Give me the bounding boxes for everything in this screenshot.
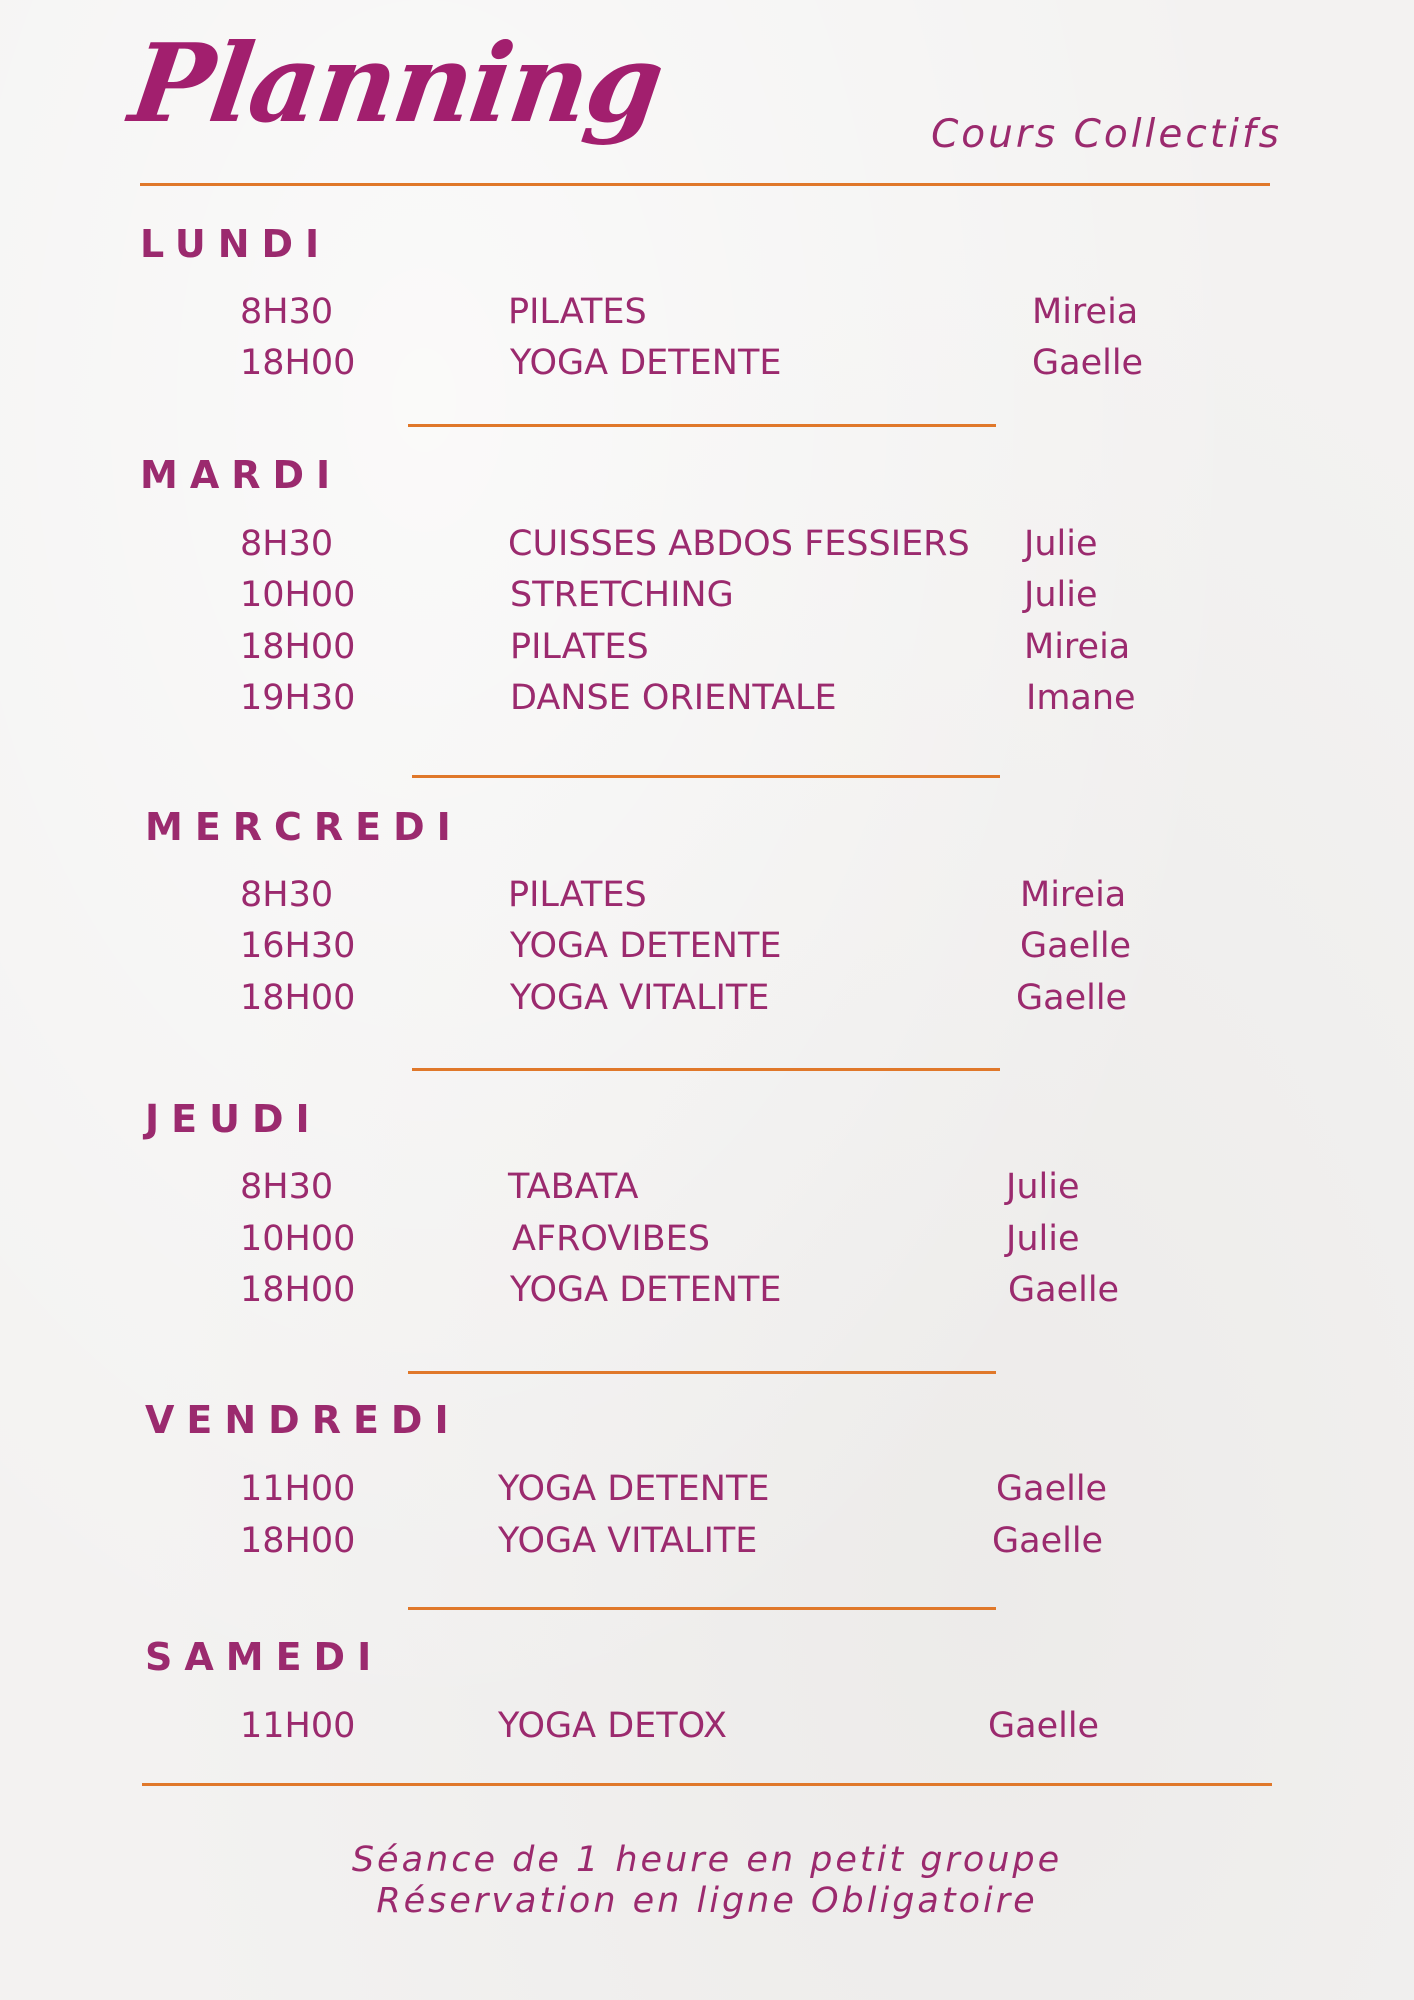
session-coach: Gaelle: [1016, 978, 1128, 1018]
session-coach: Gaelle: [1032, 343, 1144, 383]
session-time: 10H00: [240, 575, 356, 615]
session-time: 18H00: [240, 1270, 356, 1310]
footer-divider: [142, 1783, 1272, 1786]
session-time: 8H30: [240, 292, 334, 332]
session-coach: Gaelle: [996, 1469, 1108, 1509]
session-row: [0, 575, 1414, 625]
day-divider: [412, 1068, 1000, 1071]
session-coach: Mireia: [1032, 292, 1139, 332]
session-coach: Gaelle: [1008, 1270, 1120, 1310]
session-time: 18H00: [240, 343, 356, 383]
session-row: [0, 1219, 1414, 1269]
session-course: YOGA DETOX: [498, 1706, 727, 1746]
session-row: [0, 1706, 1414, 1756]
session-course: PILATES: [510, 627, 649, 667]
session-row: [0, 1270, 1414, 1320]
day-divider: [408, 424, 996, 427]
page-title: Planning: [123, 21, 670, 147]
session-time: 8H30: [240, 524, 334, 564]
session-row: [0, 1469, 1414, 1519]
session-time: 8H30: [240, 875, 334, 915]
session-course: PILATES: [508, 875, 647, 915]
session-time: 16H30: [240, 926, 356, 966]
session-coach: Gaelle: [992, 1521, 1104, 1561]
session-course: STRETCHING: [510, 575, 734, 615]
session-row: [0, 292, 1414, 342]
day-heading-lundi: LUNDI: [140, 222, 332, 266]
session-coach: Gaelle: [988, 1706, 1100, 1746]
session-coach: Julie: [1006, 1219, 1080, 1259]
session-coach: Julie: [1024, 575, 1098, 615]
session-row: [0, 926, 1414, 976]
session-course: YOGA DETENTE: [498, 1469, 770, 1509]
session-row: [0, 1521, 1414, 1571]
session-course: YOGA VITALITE: [498, 1521, 758, 1561]
day-heading-mercredi: MERCREDI: [145, 805, 463, 849]
session-course: PILATES: [508, 292, 647, 332]
day-heading-vendredi: VENDREDI: [145, 1398, 461, 1442]
session-time: 8H30: [240, 1167, 334, 1207]
session-course: TABATA: [508, 1167, 639, 1207]
footer-note-booking: Réservation en ligne Obligatoire: [376, 1881, 1038, 1921]
session-course: CUISSES ABDOS FESSIERS: [508, 524, 970, 564]
day-divider: [408, 1371, 996, 1374]
day-divider: [412, 775, 1000, 778]
session-course: YOGA DETENTE: [510, 1270, 782, 1310]
session-row: [0, 875, 1414, 925]
session-course: YOGA VITALITE: [510, 978, 770, 1018]
session-coach: Imane: [1026, 678, 1136, 718]
session-time: 18H00: [240, 978, 356, 1018]
session-time: 11H00: [240, 1469, 356, 1509]
session-time: 11H00: [240, 1706, 356, 1746]
page-subtitle: Cours Collectifs: [931, 112, 1282, 157]
session-time: 18H00: [240, 1521, 356, 1561]
session-course: YOGA DETENTE: [510, 343, 782, 383]
session-coach: Julie: [1006, 1167, 1080, 1207]
session-coach: Julie: [1024, 524, 1098, 564]
session-course: AFROVIBES: [512, 1219, 710, 1259]
session-row: [0, 978, 1414, 1028]
footer-note-duration: Séance de 1 heure en petit groupe: [351, 1840, 1063, 1880]
session-time: 19H30: [240, 678, 356, 718]
day-heading-jeudi: JEUDI: [145, 1097, 322, 1141]
session-row: [0, 524, 1414, 574]
session-coach: Mireia: [1024, 627, 1131, 667]
day-divider: [408, 1607, 996, 1610]
session-time: 18H00: [240, 627, 356, 667]
session-time: 10H00: [240, 1219, 356, 1259]
session-coach: Mireia: [1020, 875, 1127, 915]
session-row: [0, 678, 1414, 728]
header-divider: [140, 183, 1270, 186]
session-row: [0, 627, 1414, 677]
session-row: [0, 1167, 1414, 1217]
session-course: YOGA DETENTE: [510, 926, 782, 966]
session-row: [0, 343, 1414, 393]
session-course: DANSE ORIENTALE: [510, 678, 837, 718]
session-coach: Gaelle: [1020, 926, 1132, 966]
day-heading-samedi: SAMEDI: [145, 1635, 384, 1679]
day-heading-mardi: MARDI: [140, 453, 343, 497]
